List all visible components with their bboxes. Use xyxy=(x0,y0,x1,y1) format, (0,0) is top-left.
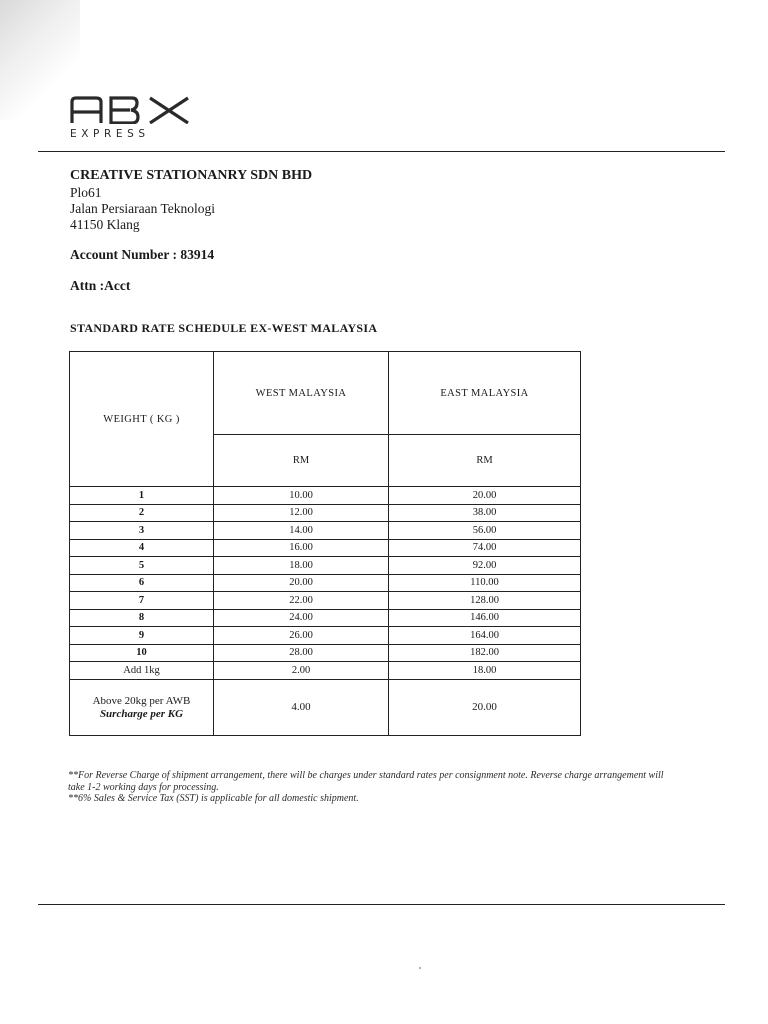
add-kg-row xyxy=(70,662,581,680)
sst-note: **6% Sales & Service Tax (SST) is applicable for all domestic shipment. xyxy=(68,793,359,804)
logo-subtitle: EXPRESS xyxy=(70,128,150,140)
surcharge-condition: Above 20kg per AWB xyxy=(92,694,191,707)
table-row xyxy=(70,557,581,575)
abx-express-logo xyxy=(70,96,195,140)
east-rate-cell: 182.00 xyxy=(389,644,581,662)
reverse-charge-note: **For Reverse Charge of shipment arrangement, there will be charges under standard rates per consignment note. Reverse charge arrangement will take 1-2 working days for processing. xyxy=(68,770,664,793)
west-rate-cell: 24.00 xyxy=(214,609,389,627)
west-rate-cell: 26.00 xyxy=(214,627,389,645)
weight-cell: 9 xyxy=(70,627,214,645)
east-rate-cell: 128.00 xyxy=(389,592,581,610)
top-rule xyxy=(38,151,725,152)
bottom-rule xyxy=(38,904,725,905)
table-row xyxy=(70,539,581,557)
weight-cell: 4 xyxy=(70,539,214,557)
account-number: Account Number : 83914 xyxy=(70,247,215,262)
surcharge-row xyxy=(70,680,581,736)
table-row xyxy=(70,627,581,645)
table-row xyxy=(70,592,581,610)
weight-cell: 2 xyxy=(70,504,214,522)
add-kg-label: Add 1kg xyxy=(70,662,214,680)
weight-cell: 1 xyxy=(70,487,214,505)
east-rate-cell: 110.00 xyxy=(389,574,581,592)
scan-speck xyxy=(419,967,421,969)
table-header-row xyxy=(70,352,581,435)
west-malaysia-header: WEST MALAYSIA xyxy=(214,352,389,435)
recipient-address-block xyxy=(70,168,312,233)
table-row xyxy=(70,504,581,522)
west-rate-cell: 14.00 xyxy=(214,522,389,540)
east-rate-cell: 146.00 xyxy=(389,609,581,627)
weight-cell: 5 xyxy=(70,557,214,575)
scan-corner-shadow xyxy=(0,0,80,120)
weight-cell: 7 xyxy=(70,592,214,610)
add-kg-east-rate: 18.00 xyxy=(389,662,581,680)
east-rate-cell: 164.00 xyxy=(389,627,581,645)
add-kg-west-rate: 2.00 xyxy=(214,662,389,680)
address-line-3: 41150 Klang xyxy=(70,217,140,232)
table-row xyxy=(70,609,581,627)
table-row xyxy=(70,522,581,540)
surcharge-label-cell xyxy=(70,680,214,736)
surcharge-west-rate: 4.00 xyxy=(214,680,389,736)
weight-cell: 10 xyxy=(70,644,214,662)
surcharge-label: Surcharge per KG xyxy=(99,707,184,720)
west-rate-cell: 16.00 xyxy=(214,539,389,557)
weight-cell: 8 xyxy=(70,609,214,627)
company-name: CREATIVE STATIONANRY SDN BHD xyxy=(70,168,313,183)
west-currency-label: RM xyxy=(214,435,389,487)
east-rate-cell: 92.00 xyxy=(389,557,581,575)
address-line-2: Jalan Persiaraan Teknologi xyxy=(70,201,216,216)
table-row xyxy=(70,574,581,592)
west-rate-cell: 12.00 xyxy=(214,504,389,522)
west-rate-cell: 20.00 xyxy=(214,574,389,592)
abx-logo-mark xyxy=(70,96,192,124)
west-rate-cell: 10.00 xyxy=(214,487,389,505)
rate-schedule-table xyxy=(69,351,581,736)
weight-cell: 3 xyxy=(70,522,214,540)
west-rate-cell: 28.00 xyxy=(214,644,389,662)
table-row xyxy=(70,644,581,662)
east-rate-cell: 38.00 xyxy=(389,504,581,522)
east-currency-label: RM xyxy=(389,435,581,487)
address-line-1: Plo61 xyxy=(70,185,102,200)
surcharge-east-rate: 20.00 xyxy=(389,680,581,736)
east-malaysia-header: EAST MALAYSIA xyxy=(389,352,581,435)
east-rate-cell: 20.00 xyxy=(389,487,581,505)
east-rate-cell: 74.00 xyxy=(389,539,581,557)
weight-column-header: WEIGHT ( KG ) xyxy=(70,352,214,487)
footnotes xyxy=(68,770,668,805)
schedule-title: STANDARD RATE SCHEDULE EX-WEST MALAYSIA xyxy=(70,321,378,335)
weight-cell: 6 xyxy=(70,574,214,592)
attention-line: Attn :Acct xyxy=(70,278,131,293)
table-row xyxy=(70,487,581,505)
west-rate-cell: 22.00 xyxy=(214,592,389,610)
east-rate-cell: 56.00 xyxy=(389,522,581,540)
west-rate-cell: 18.00 xyxy=(214,557,389,575)
